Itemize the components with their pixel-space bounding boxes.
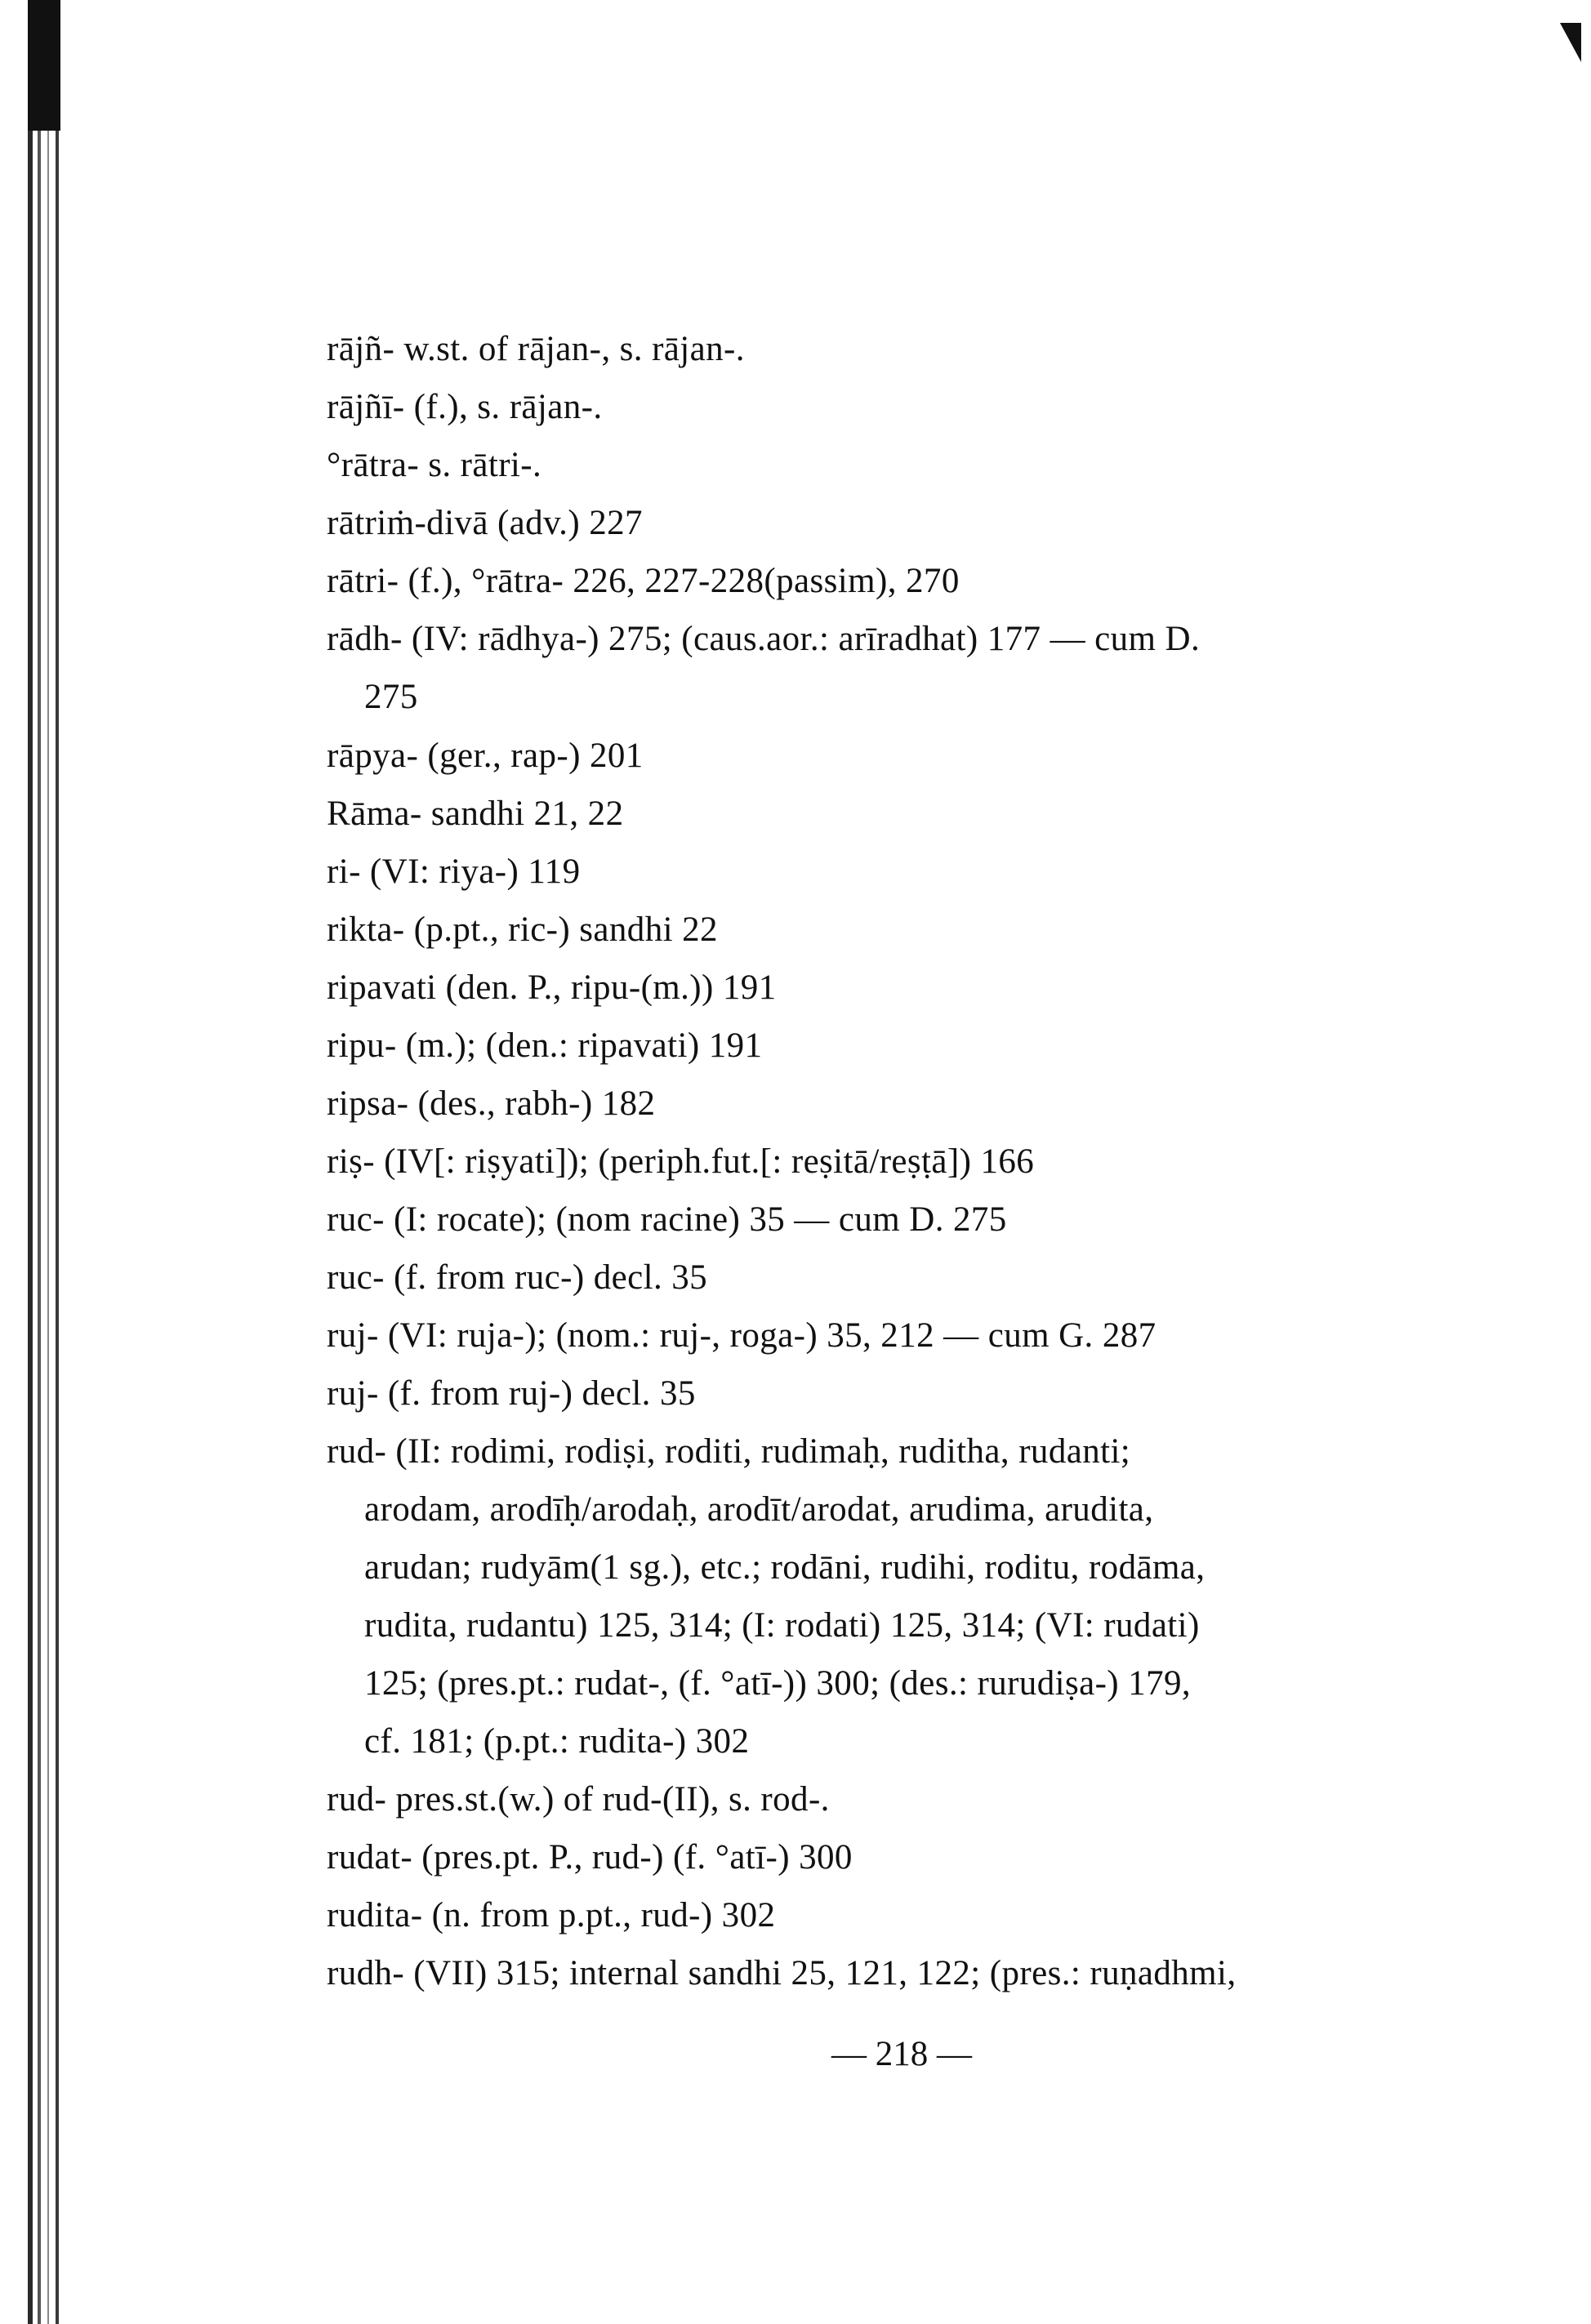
index-entry: ruc- (I: rocate); (nom racine) 35 — cum D. 275 (327, 1200, 1007, 1239)
index-entry: rājñī- (f.), s. rājan-. (327, 388, 603, 426)
index-entry: rāpya- (ger., rap-) 201 (327, 737, 644, 775)
index-entry: rājñ- w.st. of rājan-, s. rājan-. (327, 330, 745, 368)
index-entry: rādh- (IV: rādhya-) 275; (caus.aor.: arīradhat) 177 — cum D. (327, 620, 1201, 658)
index-entry: rudh- (VII) 315; internal sandhi 25, 121, 122; (pres.: ruṇadhmi, (327, 1954, 1237, 1992)
index-entry: rudat- (pres.pt. P., rud-) (f. °atī-) 300 (327, 1838, 853, 1877)
index-entry: rikta- (p.pt., ric-) sandhi 22 (327, 910, 718, 949)
index-entry-continuation: cf. 181; (p.pt.: rudita-) 302 (364, 1722, 750, 1761)
index-entry: °rātra- s. rātri-. (327, 446, 542, 484)
index-entry: ripavati (den. P., ripu-(m.)) 191 (327, 968, 777, 1007)
page-number: — 218 — (831, 2035, 972, 2073)
index-entry: rudita- (n. from p.pt., rud-) 302 (327, 1896, 776, 1934)
index-entry: rud- (II: rodimi, rodiṣi, roditi, rudimaḥ, ruditha, rudanti; (327, 1432, 1131, 1471)
index-entry-continuation: 125; (pres.pt.: rudat-, (f. °atī-)) 300; (des.: rurudiṣa-) 179, (364, 1664, 1192, 1703)
index-entry: ripsa- (des., rabh-) 182 (327, 1084, 656, 1123)
index-entry-continuation: 275 (364, 678, 418, 716)
index-entry: ripu- (m.); (den.: ripavati) 191 (327, 1026, 763, 1065)
index-entry: ruj- (VI: ruja-); (nom.: ruj-, roga-) 35, 212 — cum G. 287 (327, 1316, 1156, 1355)
index-entry-continuation: arudan; rudyām(1 sg.), etc.; rodāni, rudihi, roditu, rodāma, (364, 1548, 1206, 1587)
index-entry: rud- pres.st.(w.) of rud-(II), s. rod-. (327, 1780, 830, 1819)
index-entry: ruc- (f. from ruc-) decl. 35 (327, 1258, 708, 1297)
index-entry: ri- (VI: riya-) 119 (327, 853, 581, 891)
index-entry: riṣ- (IV[: riṣyati]); (periph.fut.[: reṣitā/reṣṭā]) 166 (327, 1142, 1035, 1181)
index-entry: Rāma- sandhi 21, 22 (327, 795, 624, 833)
index-entry-continuation: rudita, rudantu) 125, 314; (I: rodati) 125, 314; (VI: rudati) (364, 1606, 1200, 1645)
index-entry: ruj- (f. from ruj-) decl. 35 (327, 1374, 696, 1413)
index-entry-continuation: arodam, arodīḥ/arodaḥ, arodīt/arodat, arudima, arudita, (364, 1490, 1154, 1529)
index-entry: rātri- (f.), °rātra- 226, 227-228(passim), 270 (327, 562, 960, 600)
index-entry: rātriṁ-divā (adv.) 227 (327, 504, 643, 542)
